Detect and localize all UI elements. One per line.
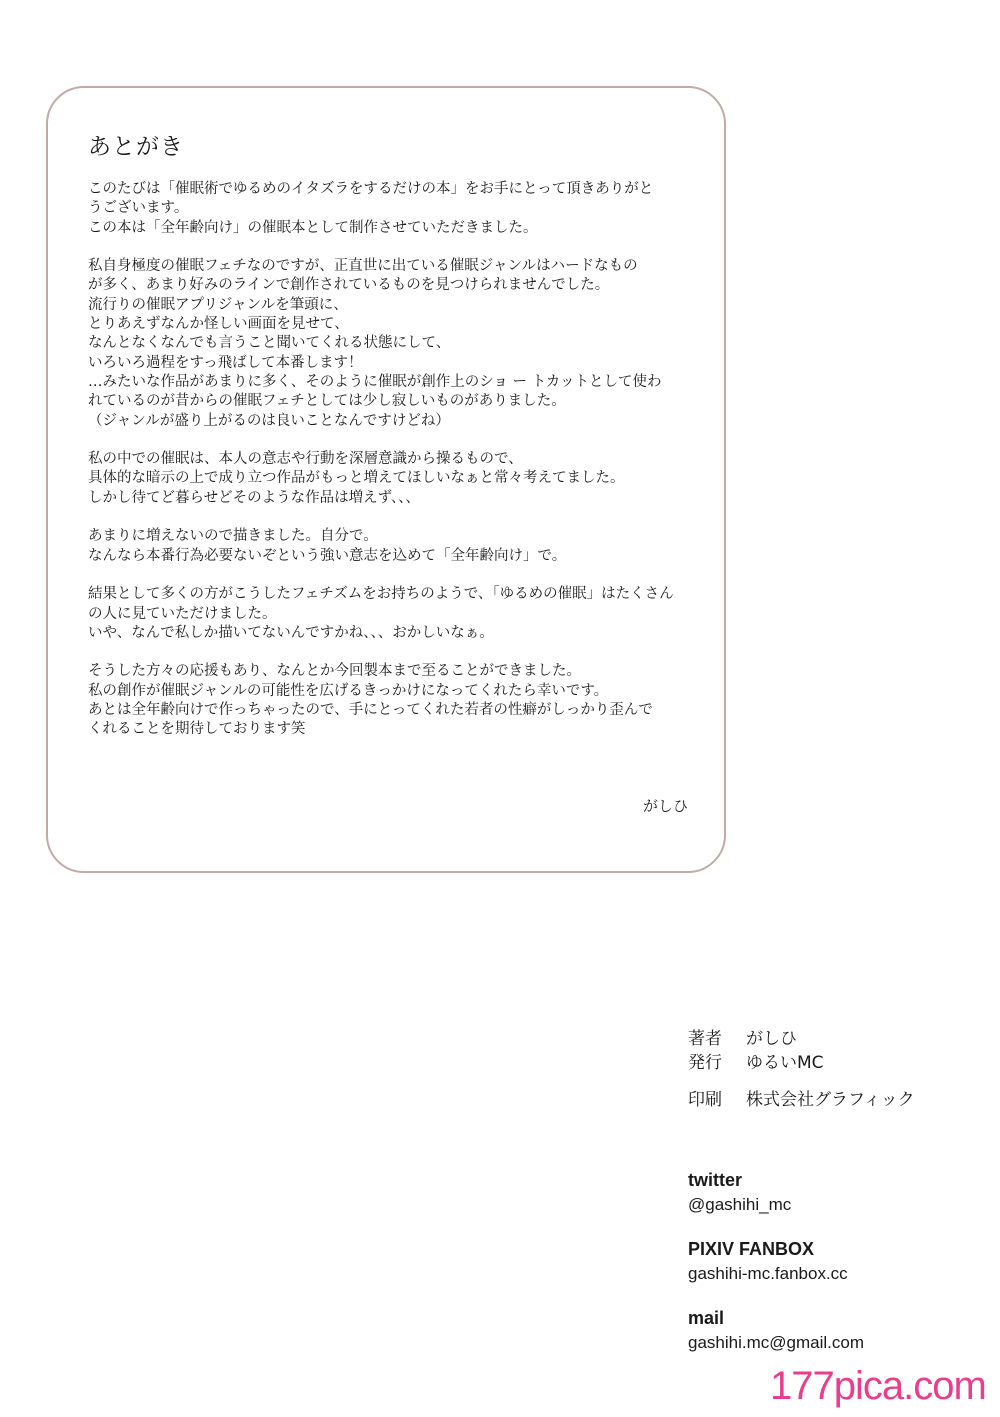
printer-name: 株式会社グラフィック	[746, 1090, 915, 1110]
text-line: このたびは「催眠術でゆるめのイタズラをするだけの本」をお手にとって頂きありがと	[88, 181, 654, 197]
text-line: 結果として多くの方がこうしたフェチズムをお持ちのようで、「ゆるめの催眠」はたくさん	[88, 586, 674, 603]
mail-address: gashihi.mc@gmail.com	[688, 1333, 864, 1352]
text-line: くれることを期待しております笑	[88, 721, 306, 738]
afterword-paragraph	[88, 585, 700, 643]
text-line: …みたいな作品があまりに多く、そのように催眠が創作上のショ ー トカットとして使わ	[88, 373, 662, 390]
twitter-label: twitter	[688, 1170, 742, 1190]
colophon-author-row	[688, 1027, 915, 1051]
author-label: 著者	[688, 1029, 722, 1049]
text-line: なんとなくなんでも言うこと聞いてくれる状態にして、	[88, 335, 451, 352]
afterword-paragraph	[88, 450, 700, 508]
author-signature: がしひ	[642, 797, 688, 815]
text-line: そうした方々の応援もあり、なんとか今回製本まで至ることができました。	[88, 663, 581, 680]
text-line: 流行りの催眠アプリジャンルを筆頭に、	[88, 296, 348, 313]
text-line: うございます。	[88, 200, 189, 217]
afterword-paragraph	[88, 180, 700, 238]
fanbox-label: PIXIV FANBOX	[688, 1239, 815, 1259]
publisher-name: ゆるいMC	[746, 1053, 824, 1073]
text-line: この本は「全年齢向け」の催眠本として制作させていただきました。	[88, 219, 538, 236]
text-line: の人に見ていただけました。	[88, 605, 277, 622]
afterword-paragraph	[88, 527, 700, 566]
text-line: 私の中での催眠は、本人の意志や行動を深層意識から操るもので、	[88, 451, 523, 468]
text-line: いろいろ過程をすっ飛ばして本番します！	[88, 354, 363, 371]
afterword-paragraph	[88, 662, 700, 739]
text-line: あとは全年齢向けで作っちゃったので、手にとってくれた若者の性癖がしっかり歪んで	[88, 702, 653, 719]
text-line: が多く、あまり好みのラインで創作されているものを見つけられませんでした。	[88, 277, 610, 294]
text-line: 私自身極度の催眠フェチなのですが、正直世に出ている催眠ジャンルはハードなもの	[88, 258, 638, 275]
afterword-body	[88, 180, 700, 759]
text-line: れているのが昔からの催眠フェチとしては少し寂しいものがありました。	[88, 393, 566, 410]
text-line: しかし待てど暮らせどそのような作品は増えず、、、	[88, 489, 420, 506]
colophon-publisher-row	[688, 1051, 915, 1075]
mail-label: mail	[688, 1308, 725, 1328]
colophon	[688, 1027, 915, 1112]
text-line: あまりに増えないので描きました。自分で。	[88, 528, 378, 545]
text-line: なんなら本番行為必要ないぞという強い意志を込めて「全年齢向け」で。	[88, 547, 567, 564]
author-name: がしひ	[746, 1029, 797, 1049]
text-line: （ジャンルが盛り上がるのは良いことなんですけどね）	[88, 412, 450, 429]
afterword-paragraph	[88, 257, 700, 431]
text-line: 私の創作が催眠ジャンルの可能性を広げるきっかけになってくれたら幸いです。	[88, 682, 609, 699]
twitter-handle: @gashihi_mc	[688, 1195, 792, 1214]
afterword-title: あとがき	[88, 134, 184, 160]
publisher-label: 発行	[688, 1053, 722, 1073]
text-line: いや、なんで私しか描いてないんですかね、、、おかしいなぁ。	[88, 624, 494, 641]
site-watermark: 177pica.com	[770, 1364, 986, 1408]
text-line: 具体的な暗示の上で成り立つ作品がもっと増えてほしいなぁと常々考えてました。	[88, 470, 625, 487]
printer-label: 印刷	[688, 1090, 722, 1110]
text-line: とりあえずなんか怪しい画面を見せて、	[88, 316, 349, 333]
colophon-printer-row	[688, 1088, 915, 1112]
fanbox-url: gashihi-mc.fanbox.cc	[688, 1264, 848, 1283]
